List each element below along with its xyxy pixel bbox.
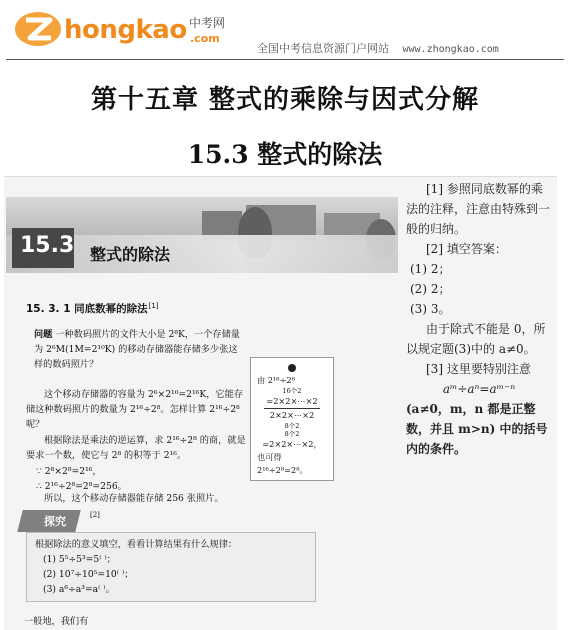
derivation-line: 也可得 <box>257 452 282 462</box>
derivation-numerator: =2×2×⋯×2 <box>264 395 319 409</box>
explore-item: (1) 5⁵÷5³=5⁽ ⁾； <box>43 554 116 565</box>
derivation-line: 由 2¹⁶÷2⁸ <box>257 375 295 385</box>
chapter-title: 第十五章 整式的乘除与因式分解 <box>90 85 480 115</box>
explanation-block <box>26 387 248 494</box>
footnote-ref: [1] <box>148 301 159 310</box>
calc-line: ∴ 2¹⁶÷2⁸=2⁸=256。 <box>36 481 127 492</box>
note-answer: (3) 3。 <box>410 302 451 316</box>
derivation-line: =2×2×⋯×2， <box>262 439 322 449</box>
note-paragraph: [3] 这里要特别注意 <box>426 362 531 376</box>
logo-dotcom: .com <box>190 32 220 45</box>
note-paragraph: [1] 参照同底数幂的乘法的注释，注意由特殊到一般的归纳。 <box>406 182 551 236</box>
explanation-paragraph: 根据除法是乘法的逆运算，求 2¹⁶÷2⁸ 的商，就是要求一个数，使它与 2⁸ 的积等于 2¹⁶。 <box>26 435 246 461</box>
note-answer: (1) 2； <box>410 262 451 276</box>
derivation-brace-label: 16个2 <box>282 387 302 395</box>
derivation-brace-label: 8个2 <box>284 422 300 430</box>
explore-box <box>26 532 316 602</box>
tagline-text: 全国中考信息资源门户网站 <box>257 42 389 55</box>
section-banner <box>6 197 398 273</box>
subsection-heading <box>26 301 159 316</box>
sidebar-derivation <box>250 357 334 481</box>
note-paragraph: 由于除式不能是 0，所以规定题(3)中的 a≠0。 <box>406 322 546 356</box>
problem-text: 一种数码照片的文件大小是 2⁸K，一个存储量为 2⁶M(1M=2¹⁰K) 的移动存储器能存储多少张这样的数码照片？ <box>34 329 240 370</box>
site-url-link[interactable]: www.zhongkao.com <box>402 44 499 55</box>
subsection-title: 15. 3. 1 同底数幂的除法 <box>26 303 148 315</box>
header-divider <box>6 59 564 60</box>
banner-section-number: 15.3 <box>12 228 74 268</box>
explore-label: 探究 <box>44 515 66 528</box>
site-tagline <box>257 40 499 56</box>
explore-intro: 根据除法的意义填空，看看计算结果有什么规律： <box>35 539 238 550</box>
problem-label: 问题 <box>34 329 53 340</box>
explanation-paragraph: 这个移动存储器的容量为 2⁶×2¹⁰=2¹⁶K，它能存储这种数码照片的数量为 2¹⁶÷2⁸。怎样计算 2¹⁶÷2⁸ 呢？ <box>26 389 243 430</box>
general-statement: 一般地，我们有 <box>24 616 89 627</box>
section-title: 15.3 整式的除法 <box>187 140 383 169</box>
note-formula: aᵐ÷aⁿ=aᵐ⁻ⁿ <box>442 382 516 396</box>
textbook-scan <box>4 176 557 630</box>
explore-item: (2) 10⁷÷10⁵=10⁽ ⁾； <box>43 569 134 580</box>
logo-chinese: 中考网 <box>189 16 226 30</box>
banner-title: 整式的除法 <box>90 245 171 264</box>
note-answer: (2) 2； <box>410 282 451 296</box>
footnote-ref: [2] <box>90 511 100 519</box>
zhongkao-logo[interactable] <box>6 6 226 54</box>
logo-wordmark: hongkao <box>64 15 187 45</box>
bullet-icon <box>288 364 296 372</box>
logo-z-icon <box>14 10 62 48</box>
derivation-denominator: 2×2×⋯×2 <box>269 410 315 420</box>
derivation-brace-label: 8个2 <box>284 430 300 438</box>
teacher-notes <box>406 179 552 459</box>
note-paragraph: [2] 填空答案： <box>426 242 507 256</box>
calc-line: ∵ 2⁸×2⁸=2¹⁶， <box>36 466 102 477</box>
explore-item: (3) a⁶÷a³=a⁽ ⁾。 <box>43 584 115 595</box>
derivation-line: 2¹⁶÷2⁸=2⁸。 <box>257 465 308 475</box>
explore-tag <box>20 510 86 534</box>
problem-paragraph <box>34 327 246 372</box>
note-paragraph: (a≠0，m，n 都是正整数，并且 m>n) 中的括号内的条件。 <box>406 402 548 456</box>
conclusion-text: 所以，这个移动存储器能存储 256 张照片。 <box>44 493 224 504</box>
